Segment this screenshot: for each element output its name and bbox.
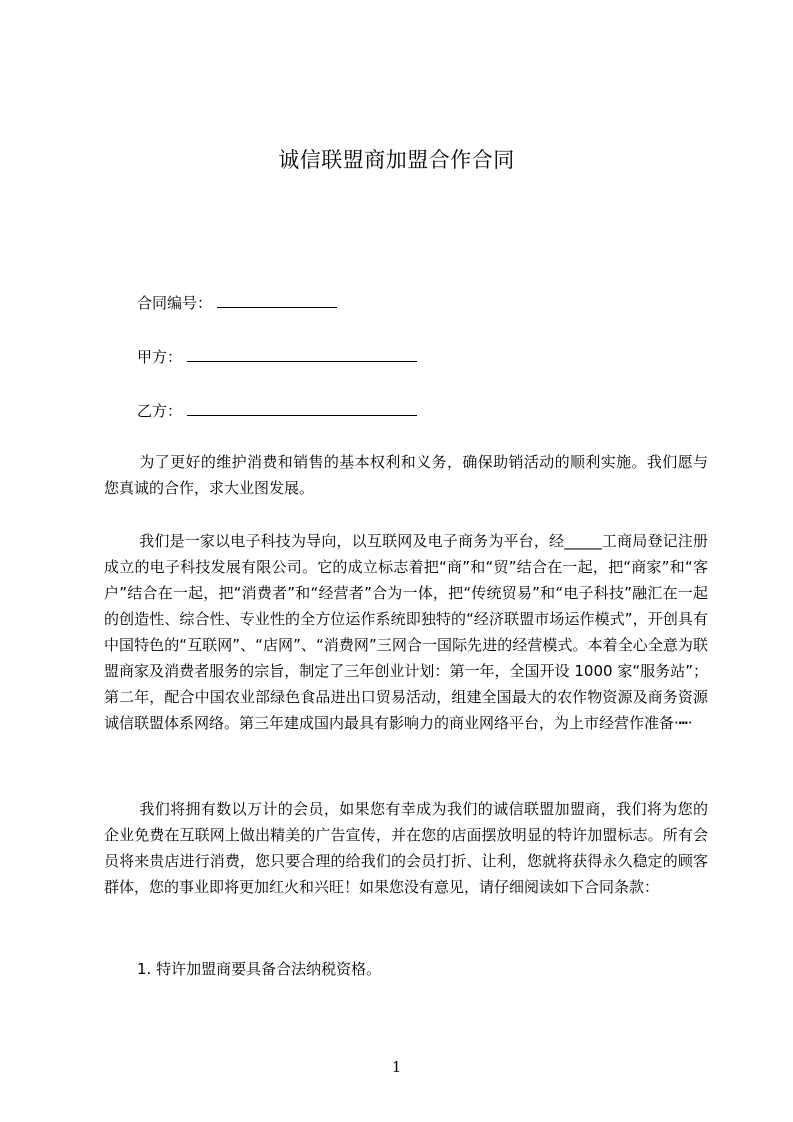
contract-number-blank	[217, 293, 337, 308]
party-b-field	[137, 400, 417, 421]
company-paragraph: 我们是一家以电子科技为导向，以互联网及电子商务为平台，经_____工商局登记注册成立的电子科技发展有限公司。它的成立标志着把“商”和“贸”结合在一起，把“商家”和“客户”结合在一起，把“消费者”和“经营者”合为一体，把“传统贸易”和“电子科技”融汇在一起的创造性、综合性、专业性的全方位运作系统即独特的“经济联盟市场运作模式”，开创具有中国特色的“互联网”、“店网”、“消费网”三网合一国际先进的经营模式。本着全心全意为联盟商家及消费者服务的宗旨，制定了三年创业计划：第一年，全国开设 1000 家“服务站”；第二年，配合中国农业部绿色食品进出口贸易活动，组建全国最大的农作物资源及商务资源诚信联盟体系网络。第三年建成国内最具有影响力的商业网络平台，为上市经营作准备·┅·	[104, 532, 708, 732]
party-a-label: 甲方：	[137, 348, 183, 366]
document-title: 诚信联盟商加盟合作合同	[278, 148, 515, 172]
intro-paragraph: 为了更好的维护消费和销售的基本权利和义务，确保助销活动的顺利实施。我们愿与您真诚的合作，求大业图发展。	[104, 453, 708, 497]
party-b-label: 乙方：	[137, 402, 183, 420]
party-a-field	[137, 346, 417, 367]
party-a-blank	[187, 347, 417, 362]
party-b-blank	[187, 401, 417, 416]
clause-1: 1. 特许加盟商要具备合法纳税资格。	[137, 960, 382, 978]
page-number: 1	[391, 1058, 402, 1076]
contract-number-label: 合同编号：	[137, 294, 213, 312]
contract-number-field	[137, 292, 337, 313]
membership-paragraph: 我们将拥有数以万计的会员，如果您有幸成为我们的诚信联盟加盟商，我们将为您的企业免费在互联网上做出精美的广告宣传，并在您的店面摆放明显的特许加盟标志。所有会员将来贵店进行消费，您只要合理的给我们的会员打折、让利，您就将获得永久稳定的顾客群体，您的事业即将更加红火和兴旺！如果您没有意见，请仔细阅读如下合同条款：	[104, 800, 708, 896]
